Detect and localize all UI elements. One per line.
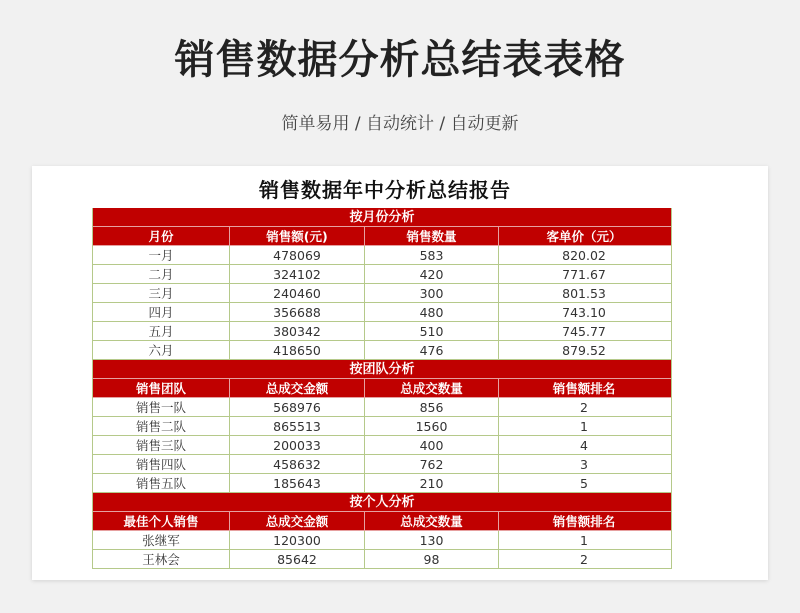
column-header: 总成交金额 (230, 512, 365, 530)
table-cell: 4 (580, 438, 588, 453)
table-cell: 六月 (93, 341, 230, 359)
table-cell: 二月 (93, 265, 230, 283)
table-row (93, 341, 671, 360)
table-cell: 418650 (230, 341, 365, 359)
table-cell: 420 (365, 265, 499, 283)
column-header: 销售团队 (93, 379, 230, 397)
table-header-row (93, 379, 671, 398)
table-cell: 98 (365, 550, 499, 568)
table-cell: 185643 (230, 474, 365, 492)
table-cell: 销售一队 (93, 398, 230, 416)
table-header-row (93, 512, 671, 531)
table-cell: 销售三队 (93, 436, 230, 454)
table-cell: 380342 (230, 322, 365, 340)
column-header: 销售额(元) (230, 227, 365, 245)
table-cell: 356688 (230, 303, 365, 321)
column-header: 总成交数量 (365, 379, 499, 397)
column-header: 总成交金额 (230, 379, 365, 397)
column-header: 总成交数量 (365, 512, 499, 530)
table-cell: 762 (365, 455, 499, 473)
table-cell: 240460 (230, 284, 365, 302)
table-cell: 300 (365, 284, 499, 302)
table-cell: 200033 (230, 436, 365, 454)
column-header: 销售额排名 (552, 514, 616, 529)
section-title: 按团队分析 (93, 360, 671, 379)
table-cell: 476 (365, 341, 499, 359)
table-cell: 5 (580, 476, 588, 491)
table-row (93, 436, 671, 455)
table-cell: 865513 (230, 417, 365, 435)
table-row (93, 550, 671, 569)
table-cell: 四月 (93, 303, 230, 321)
table-cell: 771.67 (562, 267, 606, 282)
table-cell: 1 (580, 533, 588, 548)
table-cell: 120300 (230, 531, 365, 549)
report-table (92, 208, 672, 569)
table-cell: 1 (580, 419, 588, 434)
table-cell: 销售五队 (93, 474, 230, 492)
table-cell: 销售二队 (93, 417, 230, 435)
table-cell: 510 (365, 322, 499, 340)
column-header: 销售数量 (365, 227, 499, 245)
column-header: 销售额排名 (552, 381, 616, 396)
table-row (93, 474, 671, 493)
column-header: 客单价（元） (546, 229, 622, 244)
table-row (93, 284, 671, 303)
page-subtitle: 简单易用 / 自动统计 / 自动更新 (281, 114, 519, 134)
table-cell: 568976 (230, 398, 365, 416)
report-title: 销售数据年中分析总结报告 (259, 178, 511, 202)
table-row (93, 398, 671, 417)
table-cell: 400 (365, 436, 499, 454)
table-cell: 1560 (365, 417, 499, 435)
table-cell: 458632 (230, 455, 365, 473)
table-row (93, 265, 671, 284)
table-row (93, 531, 671, 550)
table-cell: 一月 (93, 246, 230, 264)
report-card (32, 166, 768, 580)
table-cell: 3 (580, 457, 588, 472)
table-cell: 820.02 (562, 248, 606, 263)
table-cell: 85642 (230, 550, 365, 568)
table-header-row (93, 227, 671, 246)
section-title: 按个人分析 (93, 493, 671, 512)
table-row (93, 303, 671, 322)
page-title: 销售数据分析总结表表格 (174, 37, 626, 83)
column-header: 月份 (93, 227, 230, 245)
section-title: 按月份分析 (93, 208, 671, 227)
table-cell: 王林会 (93, 550, 230, 568)
table-row (93, 455, 671, 474)
table-cell: 2 (580, 400, 588, 415)
table-row (93, 246, 671, 265)
table-cell: 销售四队 (93, 455, 230, 473)
table-row (93, 417, 671, 436)
table-cell: 745.77 (562, 324, 606, 339)
table-cell: 478069 (230, 246, 365, 264)
table-cell: 210 (365, 474, 499, 492)
table-cell: 三月 (93, 284, 230, 302)
table-cell: 583 (365, 246, 499, 264)
table-cell: 856 (365, 398, 499, 416)
table-cell: 879.52 (562, 343, 606, 358)
table-cell: 801.53 (562, 286, 606, 301)
table-cell: 480 (365, 303, 499, 321)
table-cell: 2 (580, 552, 588, 567)
table-row (93, 322, 671, 341)
table-cell: 324102 (230, 265, 365, 283)
table-cell: 张继军 (93, 531, 230, 549)
table-cell: 130 (365, 531, 499, 549)
table-cell: 743.10 (562, 305, 606, 320)
table-cell: 五月 (93, 322, 230, 340)
column-header: 最佳个人销售 (93, 512, 230, 530)
